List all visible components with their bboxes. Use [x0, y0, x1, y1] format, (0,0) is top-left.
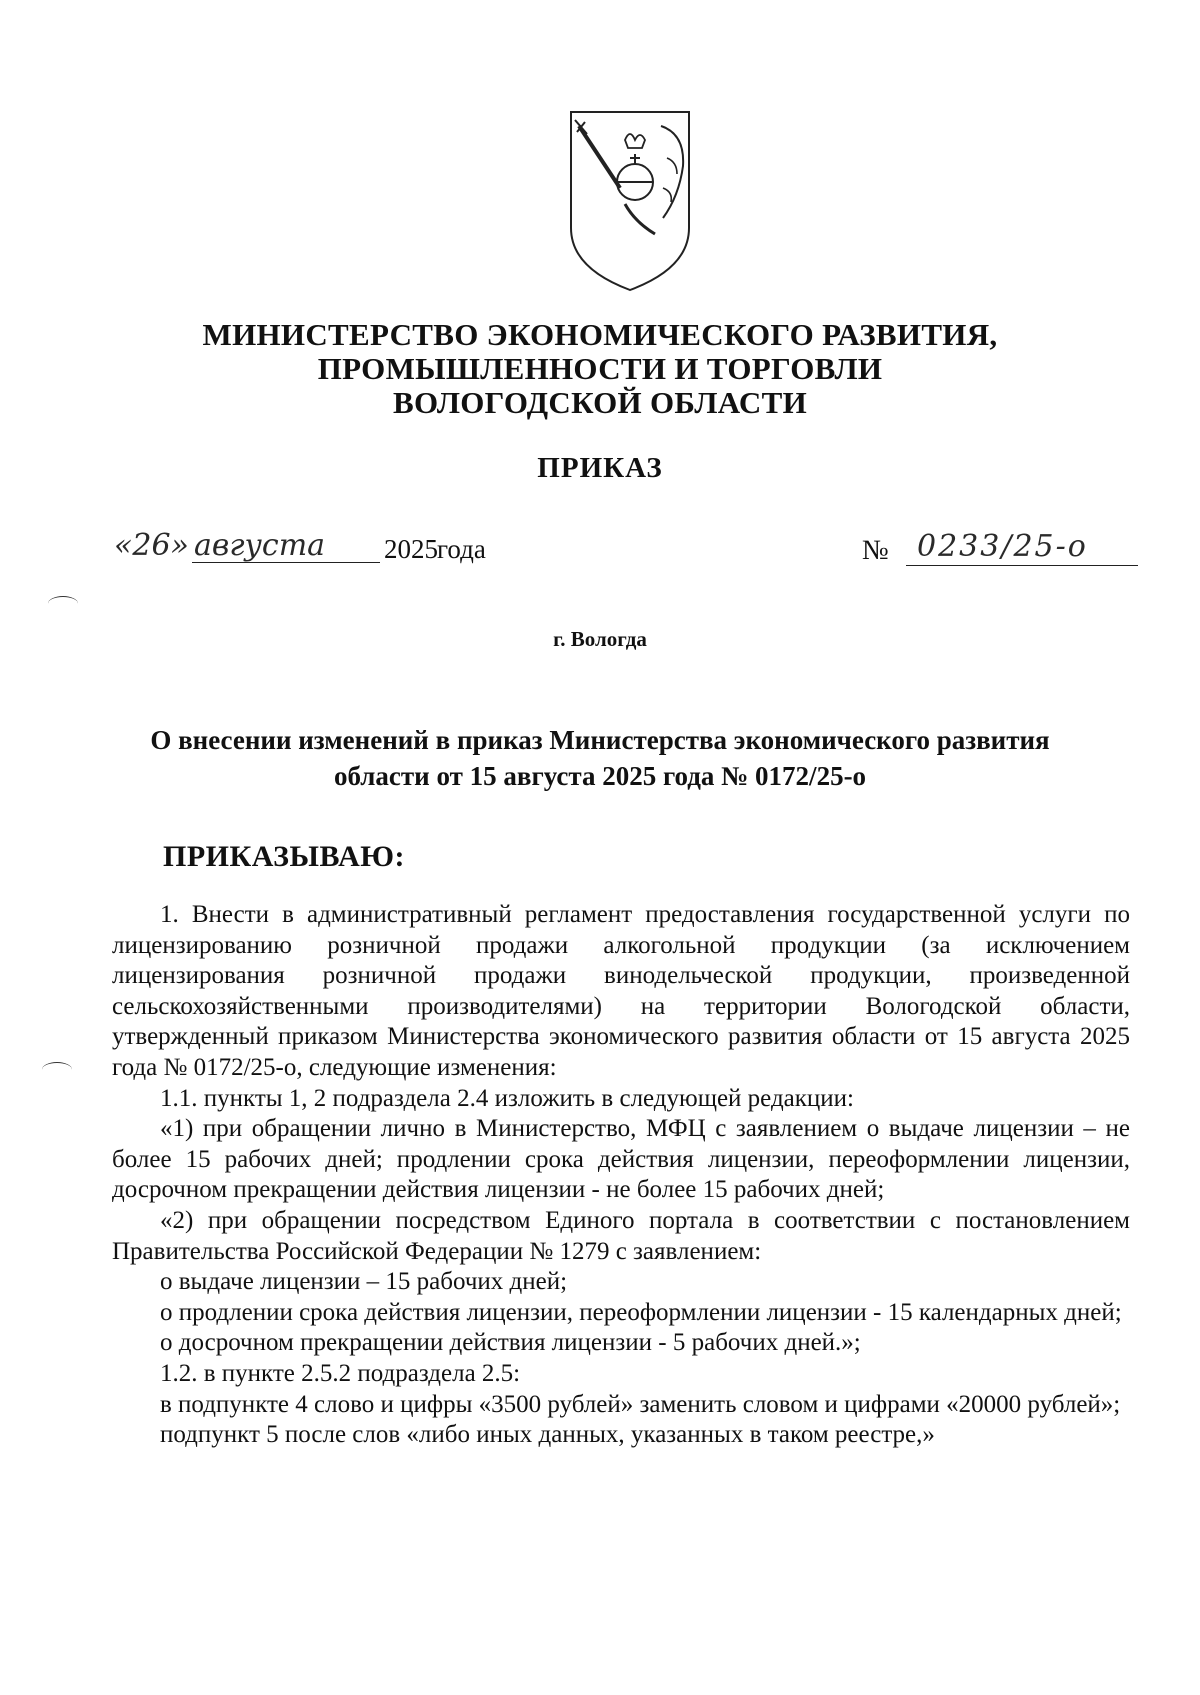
- paragraph: «1) при обращении лично в Министерство, МФЦ с заявлением о выдаче лицензии – не более 15 рабочих дней; продлении срока действия лицензии, переоформлении лицензии, досрочном прекращении действия лицензии - не более 15 рабочих дней;: [112, 1115, 1130, 1204]
- paragraph: в подпункте 4 слово и цифры «3500 рублей» заменить словом и цифрами «20000 рублей»;: [160, 1390, 1121, 1418]
- order-body: [112, 900, 1130, 1451]
- number-value: 0233/25-о: [917, 529, 1088, 564]
- subject-line-1: О внесении изменений в приказ Министерства экономического развития: [150, 725, 1050, 755]
- ministry-line-2: ПРОМЫШЛЕННОСТИ И ТОРГОВЛИ: [317, 351, 883, 386]
- city: г. Вологда: [553, 627, 647, 651]
- paragraph: о выдаче лицензии – 15 рабочих дней;: [160, 1268, 568, 1296]
- date-year: 2025: [384, 534, 438, 564]
- order-date: [114, 528, 494, 568]
- ministry-name: [0, 318, 1200, 420]
- number-underline: [906, 565, 1138, 566]
- number-sign: №: [862, 535, 889, 566]
- order-subject: [0, 722, 1200, 794]
- paragraph: «2) при обращении посредством Единого портала в соответствии с постановлением Правительства Российской Федерации № 1279 с заявлением:: [112, 1206, 1130, 1265]
- ministry-line-1: МИНИСТЕРСТВО ЭКОНОМИЧЕСКОГО РАЗВИТИЯ,: [202, 317, 998, 352]
- date-suffix: года: [437, 534, 486, 564]
- command-heading: ПРИКАЗЫВАЮ:: [163, 840, 406, 873]
- order-number: [862, 529, 1142, 575]
- date-month-underline: [192, 562, 380, 563]
- paragraph: 1.1. пункты 1, 2 подраздела 2.4 изложить в следующей редакции:: [160, 1084, 854, 1112]
- scan-artifact-mark: [48, 596, 78, 611]
- date-month: августа: [194, 528, 326, 563]
- subject-line-2: области от 15 августа 2025 года № 0172/25-о: [333, 761, 867, 791]
- paragraph: 1.2. в пункте 2.5.2 подраздела 2.5:: [160, 1359, 521, 1387]
- scan-artifact-mark: [42, 1062, 72, 1077]
- paragraph: подпункт 5 после слов «либо иных данных, указанных в таком реестре,»: [160, 1421, 935, 1449]
- ministry-line-3: ВОЛОГОДСКОЙ ОБЛАСТИ: [392, 385, 808, 420]
- paragraph: о продлении срока действия лицензии, переоформлении лицензии - 15 календарных дней;: [160, 1298, 1122, 1326]
- vologda-coat-of-arms-icon: [565, 108, 695, 293]
- paragraph: о досрочном прекращении действия лицензии - 5 рабочих дней.»;: [160, 1329, 861, 1357]
- document-type-heading: ПРИКАЗ: [537, 452, 663, 484]
- paragraph: 1. Внести в административный регламент предоставления государственной услуги по лицензированию розничной продажи алкогольной продукции (за исключением лицензирования розничной продажи винодельческой продукции, произведенной сельскохозяйственными производителями) на территории Вологодской области, утвержденный приказом Министерства экономического развития области от 15 августа 2025 года № 0172/25-о, следующие изменения:: [112, 901, 1130, 1081]
- date-day: «26»: [114, 528, 189, 563]
